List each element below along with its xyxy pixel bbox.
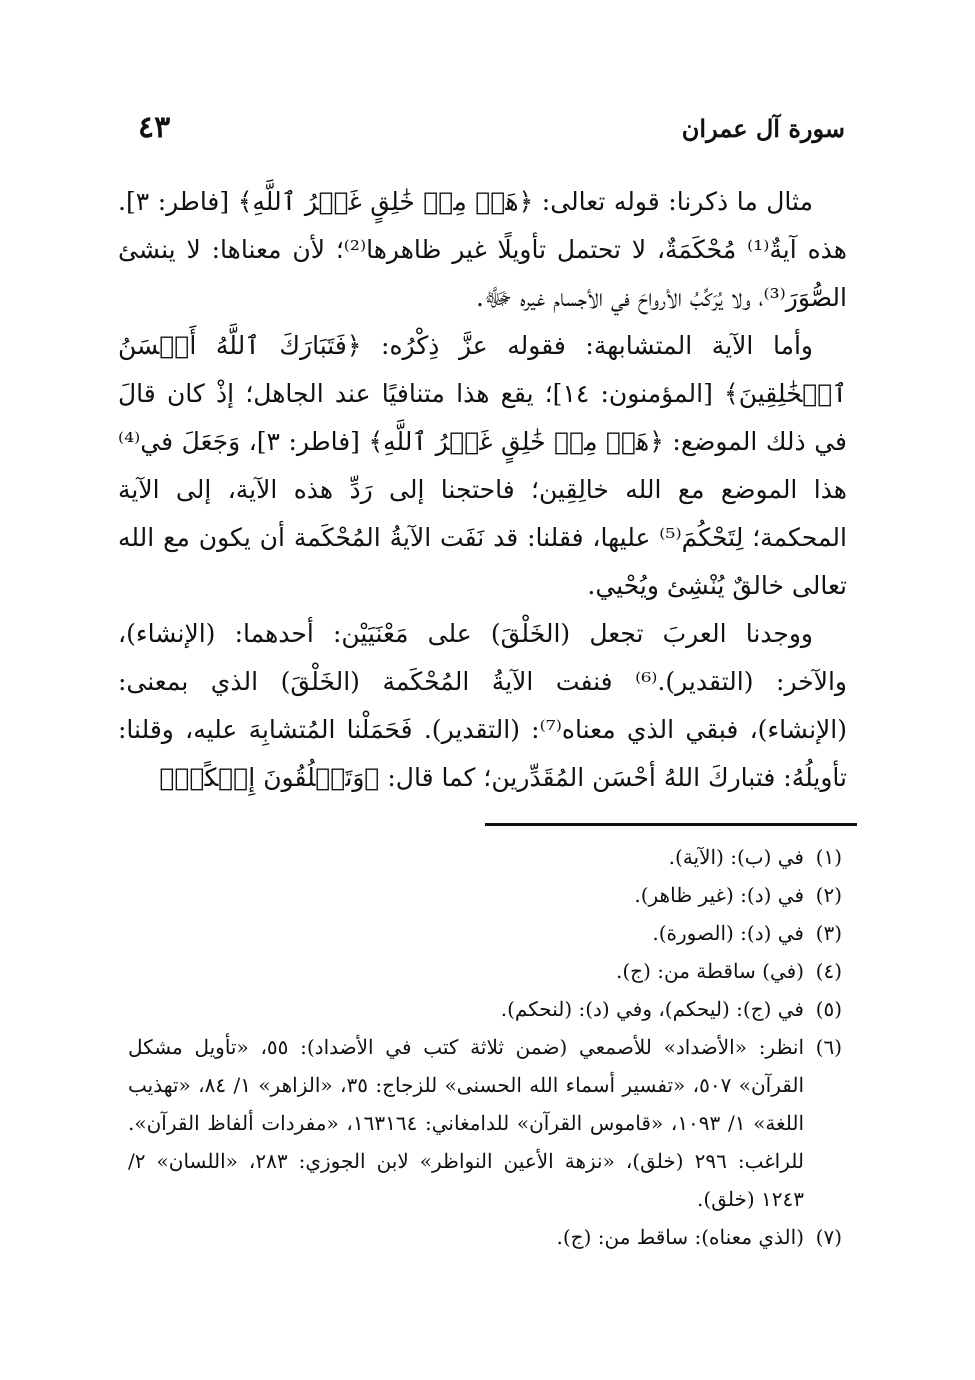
main-text <box>118 178 847 802</box>
footnote-number: (٢) <box>815 883 842 907</box>
footnote-item <box>128 876 842 914</box>
paragraph-1: مثال ما ذكرنا: قوله تعالى: ﴿هَلۡ مِنۡ خَٰلِقٍ غَيۡرُ ٱللَّهِ﴾ [فاطر: ٣]. هذه آيةٌ⁽¹⁾ مُحْكَمَةٌ، لا تحتمل تأويلًا غير ظاهرها⁽²⁾؛ لأن معناها: لا ينشئ الصُّوَرَ⁽³⁾، ولا يُرَكِّبُ الأرواحَ في الأجسام غيره ﷻ. <box>118 187 847 312</box>
footnote-number: (٤) <box>815 959 842 983</box>
footnote-text: (الذي معناه): ساقط من: (ج). <box>556 1225 804 1249</box>
footnote-text: في (د): (الصورة). <box>652 921 804 945</box>
footnote-number: (٦) <box>815 1035 842 1059</box>
footnote-number: (٣) <box>815 921 842 945</box>
footnote-item <box>128 838 842 876</box>
page-header <box>130 110 845 154</box>
footnotes-list <box>128 838 842 1256</box>
surah-title: سورة آل عمران <box>681 114 845 143</box>
footnote-text: في (د): (غير ظاهر). <box>634 883 804 907</box>
footnote-item <box>128 1218 842 1256</box>
footnote-separator <box>485 823 857 826</box>
footnote-text: في (ج): (ليحكم)، وفي (د): (لنحكم). <box>500 997 804 1021</box>
footnote-text: في (ب): (الآية). <box>668 845 804 869</box>
paragraph-2: وأما الآية المتشابهة: فقوله عزَّ ذِكْرُه: ﴿فَتَبَارَكَ ٱللَّهُ أَحۡسَنُ ٱلۡخَٰلِقِينَ﴾ [المؤمنون: ١٤]؛ يقع هذا متنافيًا عند الجاهل؛ إذْ كان قالَ في ذلك الموضع: ﴿هَلۡ مِنۡ خَٰلِقٍ غَيۡرُ ٱللَّهِ﴾ [فاطر: ٣]، وَجَعَلَ في⁽⁴⁾ هذا الموضع مع الله خالِقِين؛ فاحتجنا إلى رَدِّ هذه الآية، إلى الآية المحكمة؛ لِتَحْكُمَ⁽⁵⁾ عليها، فقلنا: قد نَفَت الآيةُ المُحْكَمة أن يكون مع الله تعالى خالقٌ يُنْشِئ ويُحْيي. <box>118 331 847 600</box>
footnote-text: (في) ساقطة من: (ج). <box>616 959 804 983</box>
footnote-item <box>128 914 842 952</box>
footnote-number: (١) <box>815 845 842 869</box>
footnote-number: (٧) <box>815 1225 842 1249</box>
footnote-number: (٥) <box>815 997 842 1021</box>
footnote-item <box>128 990 842 1028</box>
footnote-text: انظر: «الأضداد» للأصمعي (ضمن ثلاثة كتب في الأضداد): ٥٥، «تأويل مشكل القرآن» ٥٠٧، «تفسير أسماء الله الحسنى» للزجاج: ٣٥، «الزاهر» ١/ ٨٤، «تهذيب اللغة» ١/ ١٠٩٣، «قاموس القرآن» للدامغاني: ١٦٣١٦٤، «مفردات ألفاظ القرآن». للراغب: ٢٩٦ (خلق)، «نزهة الأعين النواظر» لابن الجوزي: ٢٨٣، «اللسان» ٢/ ١٢٤٣ (خلق). <box>128 1035 805 1211</box>
footnote-item <box>128 952 842 990</box>
paragraph-3: ووجدنا العربَ تجعل (الخَلْقَ) على مَعْنَيَيْن: أحدهما: (الإنشاء)، والآخر: (التقدير).⁽⁶⁾ فنفت الآيةُ المُحْكَمة (الخَلْقَ) الذي بمعنى: (الإنشاء)، فبقي الذي معناه⁽⁷⁾: (التقدير). فَحَمَلْنا المُتشابِهَ عليه، وقلنا: تأويلُهُ: فتباركَ اللهُ أحْسَن المُقَدِّرين؛ كما قال: ﴿وَتَخۡلُقُونَ إِفۡكًاۚ﴾ <box>118 619 847 792</box>
page-number: ٤٣ <box>138 110 171 145</box>
footnote-item <box>128 1028 842 1218</box>
